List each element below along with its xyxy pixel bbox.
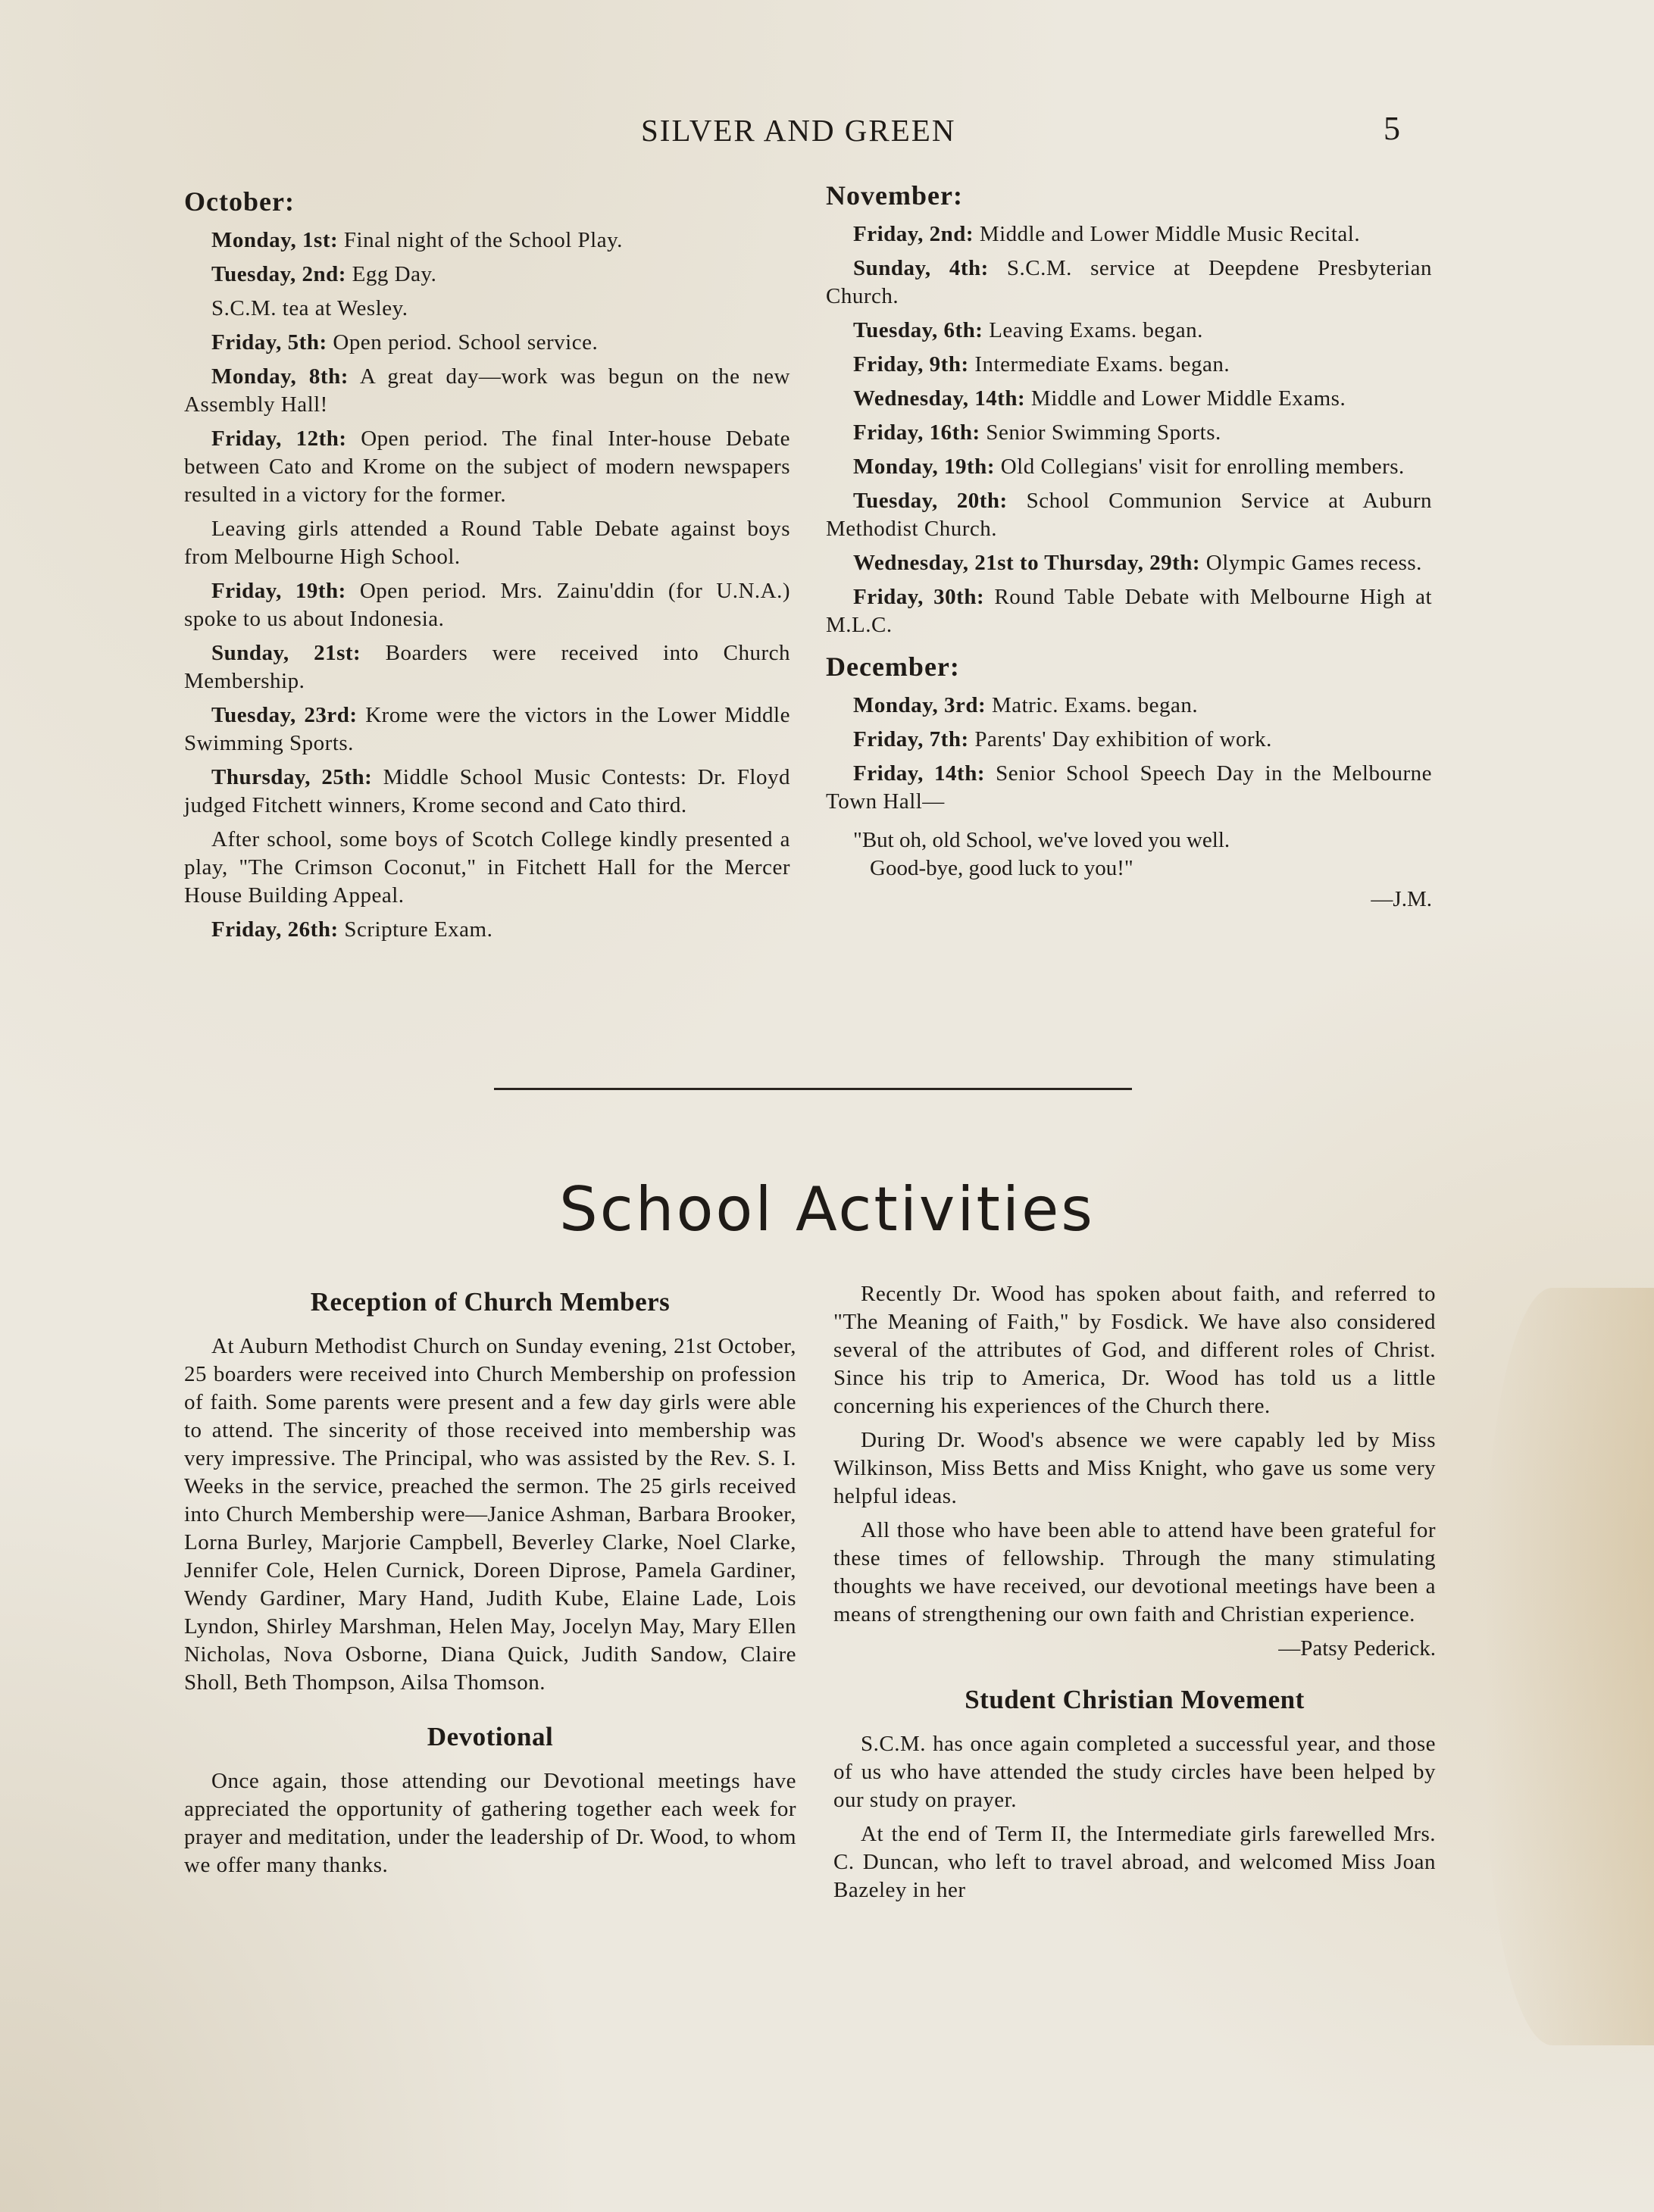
calendar-entry: [184, 764, 790, 820]
calendar-entry: [826, 317, 1432, 345]
entry-text: A great day—work was begun on the new Assembly Hall!: [184, 364, 790, 417]
entry-date: Friday, 9th:: [853, 352, 969, 376]
paper-stain: [1485, 1288, 1654, 2045]
calendar-entry: [184, 515, 790, 571]
entry-text: Leaving Exams. began.: [983, 318, 1203, 342]
october-entries: [184, 227, 790, 944]
entry-date: Friday, 30th:: [853, 585, 985, 609]
calendar-entry: [826, 419, 1432, 447]
entry-date: Monday, 8th:: [211, 364, 349, 389]
page-header: [0, 112, 1654, 150]
entry-text: S.C.M. service at Deepdene Presbyterian Church.: [826, 256, 1432, 308]
calendar-entry: [184, 363, 790, 419]
calendar-entry: [826, 726, 1432, 754]
entry-date: Monday, 19th:: [853, 455, 995, 479]
calendar-entry: [184, 826, 790, 910]
entry-date: Tuesday, 2nd:: [211, 262, 346, 286]
calendar-entry: [826, 255, 1432, 311]
entry-text: Scripture Exam.: [338, 917, 493, 942]
entry-text: Egg Day.: [345, 262, 437, 286]
entry-date: Sunday, 21st:: [211, 641, 361, 665]
article-paragraph: During Dr. Wood's absence we were capably led by Miss Wilkinson, Miss Betts and Miss Knight, who gave us some very helpful ideas.: [833, 1428, 1436, 1508]
calendar-entry: [184, 916, 790, 944]
signature: —J.M.: [1371, 887, 1432, 911]
article-paragraph: S.C.M. has once again completed a successful year, and those of us who have attended the study circles have been helped by our study on prayer.: [833, 1732, 1436, 1812]
articles-right-column: [833, 1280, 1436, 1911]
calendar-entry: [184, 577, 790, 633]
entry-text: Krome were the victors in the Lower Middle Swimming Sports.: [184, 703, 790, 755]
calendar-entry: [184, 701, 790, 758]
entry-date: Monday, 1st:: [211, 228, 339, 252]
entry-date: Wednesday, 14th:: [853, 386, 1026, 411]
entry-date: Friday, 2nd:: [853, 222, 974, 246]
calendar-october: [184, 188, 790, 950]
article-paragraph: All those who have been able to attend have been grateful for these times of fellowship. Through the many stimulating thoughts we have received, our devotional meetings have been a means of strengthening our own faith and Christian experience.: [833, 1518, 1436, 1626]
calendar-entry: [184, 261, 790, 289]
calendar-entry: [826, 453, 1432, 481]
entry-text: Round Table Debate with Melbourne High at M.L.C.: [826, 585, 1432, 637]
entry-text: Middle and Lower Middle Exams.: [1025, 386, 1346, 411]
entry-text: Senior School Speech Day in the Melbourne Town Hall—: [826, 761, 1432, 814]
calendar-entry: [826, 385, 1432, 413]
calendar-entry: [826, 549, 1432, 577]
entry-text: Open period. School service.: [327, 330, 599, 355]
entry-text: Parents' Day exhibition of work.: [968, 727, 1272, 751]
entry-text: Leaving girls attended a Round Table Debate against boys from Melbourne High School.: [184, 517, 790, 569]
entry-date: Wednesday, 21st to Thursday, 29th:: [853, 551, 1201, 575]
calendar-entry: [826, 351, 1432, 379]
quote-line: Good-bye, good luck to you!": [870, 856, 1133, 880]
calendar-nov-dec: [826, 182, 1432, 914]
entry-date: Monday, 3rd:: [853, 693, 986, 717]
month-heading: December:: [826, 651, 960, 682]
entry-text: Open period. The final Inter-house Debate between Cato and Krome on the subject of modern newspapers resulted in a victory for the former.: [184, 426, 790, 507]
entry-date: Friday, 5th:: [211, 330, 327, 355]
entry-date: Thursday, 25th:: [211, 765, 373, 789]
page-number: 5: [1384, 110, 1400, 147]
entry-text: Middle and Lower Middle Music Recital.: [974, 222, 1361, 246]
calendar-entry: [826, 583, 1432, 639]
calendar-entry: [184, 227, 790, 255]
articles-left-column: [184, 1288, 796, 1886]
month-heading: November:: [826, 180, 963, 211]
entry-text: Middle School Music Contests: Dr. Floyd judged Fitchett winners, Krome second and Cato third.: [184, 765, 790, 817]
entry-text: Old Collegians' visit for enrolling members.: [994, 455, 1405, 479]
november-entries: [826, 220, 1432, 639]
entry-date: Friday, 19th:: [211, 579, 346, 603]
entry-date: Tuesday, 6th:: [853, 318, 983, 342]
calendar-entry: [826, 220, 1432, 248]
calendar-entry: [826, 487, 1432, 543]
december-entries: [826, 692, 1432, 816]
quote-line: "But oh, old School, we've loved you well.: [853, 828, 1230, 852]
entry-date: Friday, 14th:: [853, 761, 985, 786]
entry-text: S.C.M. tea at Wesley.: [211, 296, 408, 320]
article-title: Reception of Church Members: [310, 1287, 671, 1317]
entry-text: Final night of the School Play.: [338, 228, 623, 252]
calendar-entry: [826, 760, 1432, 816]
entry-text: Senior Swimming Sports.: [980, 420, 1221, 445]
article-paragraph: At Auburn Methodist Church on Sunday evening, 21st October, 25 boarders were received into Church Membership on profession of faith. Some parents were present and a few day girls were able to attend. The sincerity of those received into membership was very impressive. The Principal, who was assisted by the Rev. S. I. Weeks in the service, preached the sermon. The 25 girls received into Church Membership were—Janice Ashman, Barbara Brooker, Lorna Burley, Marjorie Campbell, Beverley Clarke, Noel Clarke, Jennifer Cole, Helen Curnick, Doreen Diprose, Pamela Gardiner, Wendy Gardiner, Mary Hand, Judith Kube, Elaine Lade, Lois Lyndon, Shirley Marshman, Helen May, Jocelyn May, Mary Ellen Nicholas, Nova Osborne, Diana Quick, Judith Sandow, Claire Sholl, Beth Thompson, Ailsa Thomson.: [184, 1334, 796, 1695]
entry-date: Friday, 16th:: [853, 420, 980, 445]
calendar-entry: [826, 692, 1432, 720]
article-paragraph: Once again, those attending our Devotional meetings have appreciated the opportunity of gathering together each week for prayer and meditation, under the leadership of Dr. Wood, to whom we offer many thanks.: [184, 1769, 796, 1877]
entry-text: Matric. Exams. began.: [986, 693, 1199, 717]
calendar-entry: [184, 295, 790, 323]
entry-date: Tuesday, 20th:: [853, 489, 1008, 513]
running-title: SILVER AND GREEN: [641, 113, 956, 148]
calendar-entry: [184, 425, 790, 509]
entry-date: Friday, 12th:: [211, 426, 347, 451]
signature: —Patsy Pederick.: [1278, 1636, 1436, 1661]
article-paragraph: Recently Dr. Wood has spoken about faith, and referred to "The Meaning of Faith," by Fosdick. We have also considered several of the attributes of God, and different roles of Christ. Since his trip to America, Dr. Wood has told us a little concerning his experiences of the Church there.: [833, 1282, 1436, 1418]
entry-text: Intermediate Exams. began.: [968, 352, 1230, 376]
calendar-entry: [184, 639, 790, 695]
entry-text: Boarders were received into Church Membership.: [184, 641, 790, 693]
section-divider: [494, 1088, 1132, 1090]
entry-date: Friday, 7th:: [853, 727, 969, 751]
article-title: Devotional: [427, 1722, 554, 1751]
section-heading: School Activities: [559, 1174, 1095, 1245]
article-title: Student Christian Movement: [965, 1685, 1305, 1714]
entry-date: Sunday, 4th:: [853, 256, 989, 280]
entry-text: After school, some boys of Scotch College kindly presented a play, "The Crimson Coconut," in Fitchett Hall for the Mercer House Building Appeal.: [184, 827, 790, 908]
entry-text: School Communion Service at Auburn Methodist Church.: [826, 489, 1432, 541]
entry-date: Friday, 26th:: [211, 917, 339, 942]
article-paragraph: At the end of Term II, the Intermediate girls farewelled Mrs. C. Duncan, who left to travel abroad, and welcomed Miss Joan Bazeley in her: [833, 1822, 1436, 1902]
calendar-entry: [184, 329, 790, 357]
month-heading: October:: [184, 186, 295, 217]
entry-text: Olympic Games recess.: [1200, 551, 1422, 575]
entry-text: Open period. Mrs. Zainu'ddin (for U.N.A.) spoke to us about Indonesia.: [184, 579, 791, 631]
entry-date: Tuesday, 23rd:: [211, 703, 358, 727]
